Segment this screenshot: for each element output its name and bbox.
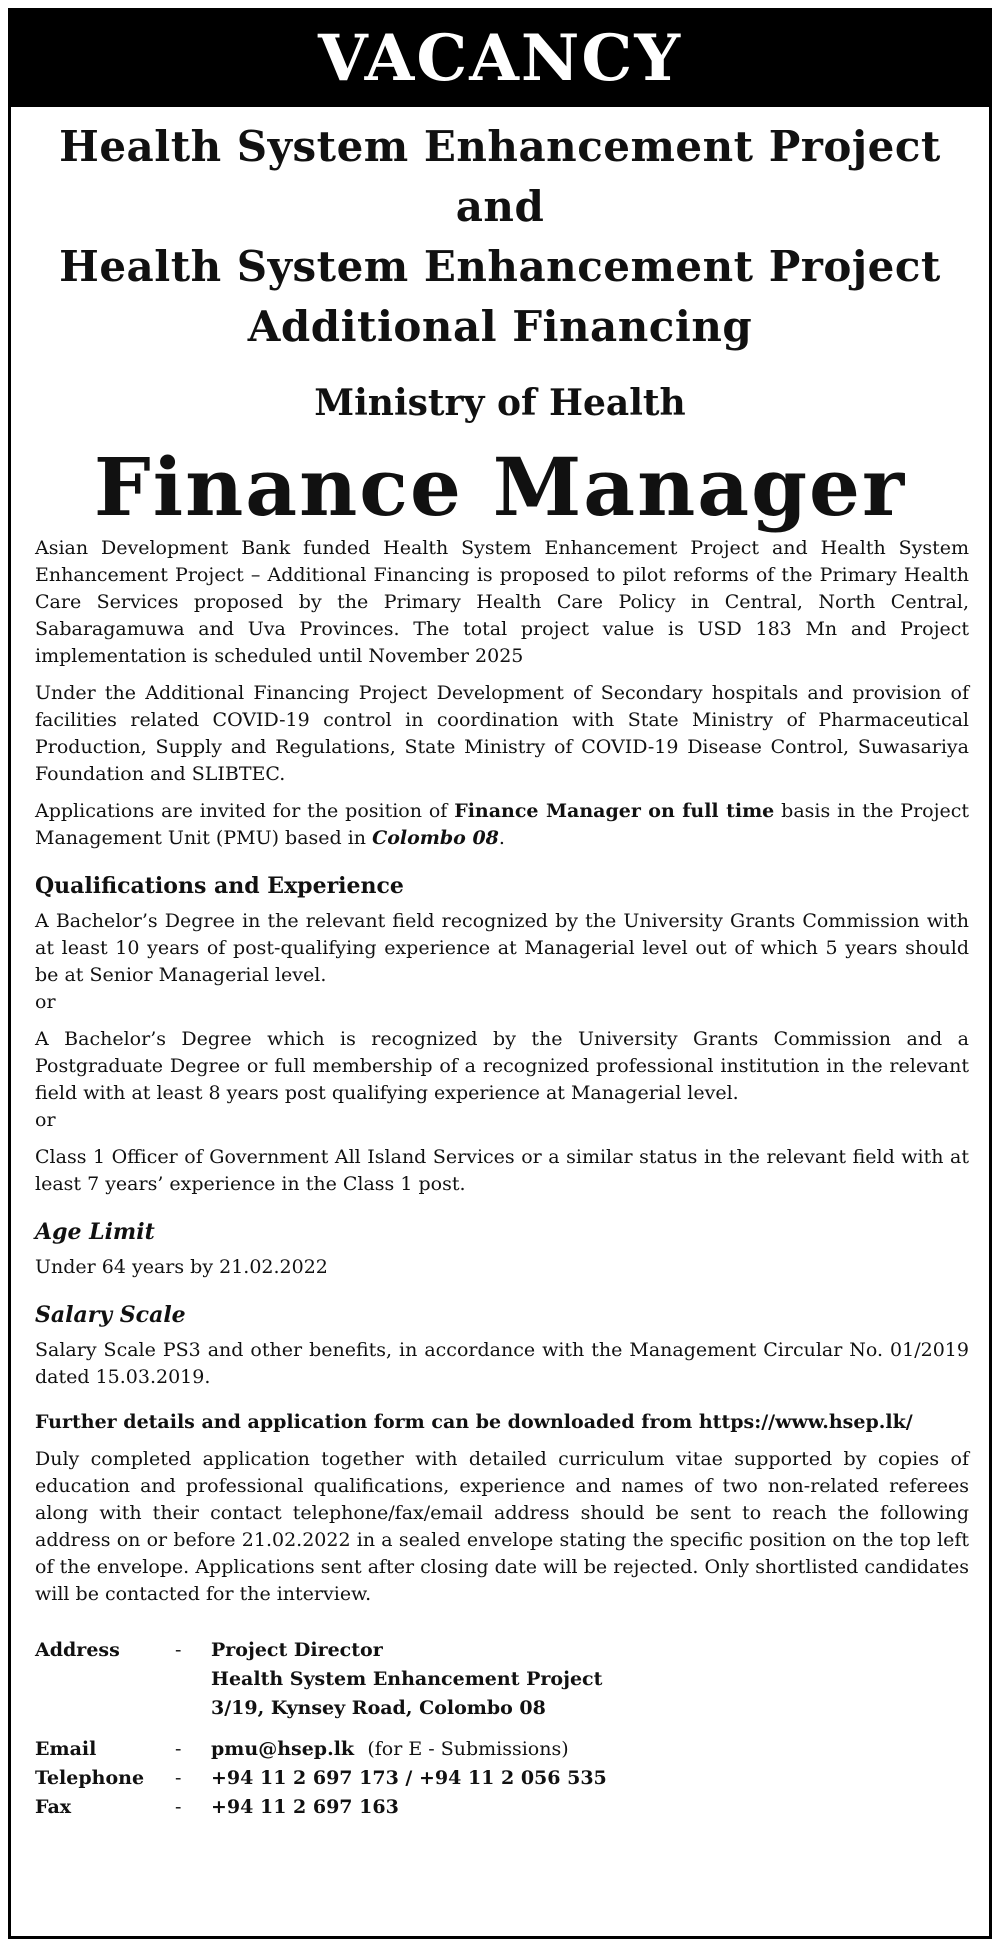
fax-label: Fax — [35, 1796, 72, 1818]
fax-dash: - — [175, 1796, 182, 1818]
qualification-option-1: A Bachelor’s Degree in the relevant field recognized by the University Grants Commission with at least 10 years of post-qualifying experience at Managerial level out of which 5 years should be at Senior Managerial level. — [35, 910, 969, 986]
project-headline — [11, 117, 989, 357]
headline-line-3: Health System Enhancement Project — [59, 242, 941, 291]
address-label: Address — [35, 1639, 120, 1661]
application-instructions: Duly completed application together with detailed curriculum vitae supported by copies of education and professional qualifications, experience and names of two non-related referees along with their contact telephone/fax/email address should be sent to reach the following address on or before 21.02.2022 in a sealed envelope stating the specific position on the top left of the envelope. Applications sent after closing date will be rejected. Only shortlisted candidates will be contacted for the interview. — [35, 1448, 969, 1605]
telephone-dash: - — [175, 1767, 182, 1789]
intro-p3-end: . — [498, 827, 505, 849]
salary-scale-heading: Salary Scale — [35, 1302, 186, 1328]
location: Colombo 08 — [372, 827, 499, 849]
or-separator-1: or — [35, 991, 56, 1013]
telephone-numbers: +94 11 2 697 173 / +94 11 2 056 535 — [211, 1767, 607, 1789]
download-instructions: Further details and application form can be downloaded from https://www.hsep.lk/ — [35, 1411, 913, 1433]
salary-scale-text: Salary Scale PS3 and other benefits, in accordance with the Management Circular No. 01/2019 dated 15.03.2019. — [35, 1339, 969, 1388]
intro-paragraph-3 — [35, 798, 969, 852]
qualification-option-3: Class 1 Officer of Government All Island Services or a similar status in the relevant field with at least 7 years’ experience in the Class 1 post. — [35, 1146, 969, 1195]
address-line-2: Health System Enhancement Project — [211, 1668, 603, 1690]
email-label: Email — [35, 1738, 97, 1760]
address-block — [211, 1636, 602, 1723]
qualifications-heading: Qualifications and Experience — [35, 873, 404, 899]
address-row — [35, 1636, 969, 1723]
address-dash: - — [175, 1639, 182, 1661]
email-address: pmu@hsep.lk — [211, 1738, 355, 1760]
email-note: (for E - Submissions) — [367, 1738, 569, 1760]
address-line-3: 3/19, Kynsey Road, Colombo 08 — [211, 1697, 546, 1719]
fax-number: +94 11 2 697 163 — [211, 1796, 399, 1818]
email-dash: - — [175, 1738, 182, 1760]
vacancy-advertisement — [8, 8, 992, 1939]
ministry-name: Ministry of Health — [314, 382, 686, 424]
intro-paragraph-2: Under the Additional Financing Project Development of Secondary hospitals and provision of facilities related COVID-19 control in coordination with State Ministry of Pharmaceutical Production, Supply and Regulations, State Ministry of COVID-19 Disease Control, Suwasariya Foundation and SLIBTEC. — [35, 682, 969, 785]
intro-paragraph-1: Asian Development Bank funded Health System Enhancement Project and Health System Enhancement Project – Additional Financing is proposed to pilot reforms of the Primary Health Care Services proposed by the Primary Health Care Policy in Central, North Central, Sabaragamuwa and Uva Provinces. The total project value is USD 183 Mn and Project implementation is scheduled until November 2025 — [35, 537, 969, 667]
headline-line-1: Health System Enhancement Project — [59, 122, 941, 171]
age-limit-heading: Age Limit — [35, 1219, 155, 1245]
telephone-label: Telephone — [35, 1767, 145, 1789]
headline-line-4: Additional Financing — [247, 302, 753, 351]
fax-row — [35, 1793, 969, 1822]
or-separator-2: or — [35, 1109, 56, 1131]
intro-p3-start: Applications are invited for the position of — [35, 800, 455, 822]
headline-line-2: and — [455, 182, 545, 231]
address-line-1: Project Director — [211, 1639, 383, 1661]
qualification-option-2: A Bachelor’s Degree which is recognized by the University Grants Commission and a Postgraduate Degree or full membership of a recognized professional institution in the relevant field with at least 8 years post qualifying experience at Managerial level. — [35, 1028, 969, 1104]
email-row — [35, 1735, 969, 1764]
position-basis: Finance Manager on full time — [454, 800, 775, 822]
telephone-row — [35, 1764, 969, 1793]
age-limit-text: Under 64 years by 21.02.2022 — [35, 1256, 328, 1278]
contact-details — [35, 1636, 969, 1822]
intro-p3-middle: basis in the Project Management Unit (PMU) based in — [35, 800, 969, 849]
position-title: Finance Manager — [93, 440, 907, 534]
advertisement-body — [11, 535, 989, 1822]
vacancy-banner: VACANCY — [11, 11, 989, 107]
